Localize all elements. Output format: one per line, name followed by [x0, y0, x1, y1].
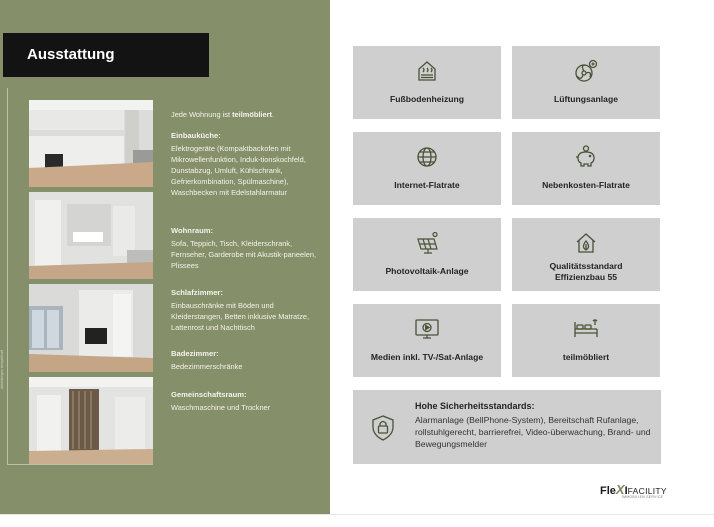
section-common-room: Gemeinschaftsraum: Waschmaschine und Trockner — [171, 390, 271, 412]
feature-ventilation: Lüftungsanlage — [512, 46, 660, 119]
bedroom-photo — [29, 284, 153, 372]
solar-panel-icon — [353, 231, 501, 255]
feature-photovoltaic: Photovoltaik-Anlage — [353, 218, 501, 291]
feature-utilities-flat: Nebenkosten-Flatrate — [512, 132, 660, 205]
photo-column — [7, 88, 153, 465]
kitchen-photo — [29, 100, 153, 187]
common-room-photo — [29, 377, 153, 464]
bottom-divider — [0, 514, 714, 515]
image-note: Abbildungen beispielhaft — [0, 349, 4, 389]
feature-internet: Internet-Flatrate — [353, 132, 501, 205]
feature-media: Medien inkl. TV-/Sat-Anlage — [353, 304, 501, 377]
feature-efficiency-standard: Qualitätsstandard Effizienzbau 55 — [512, 218, 660, 291]
ventilation-icon — [512, 59, 660, 83]
intro-text: Jede Wohnung ist teilmöbliert. — [171, 110, 274, 119]
page-title: Ausstattung — [3, 33, 209, 77]
company-logo: FleXIFACILITY IMMOBILIEN SERVICE — [600, 482, 667, 499]
shield-lock-icon — [370, 414, 396, 446]
feature-floor-heating: Fußbodenheizung — [353, 46, 501, 119]
tv-icon — [353, 317, 501, 341]
piggy-bank-icon — [512, 145, 660, 169]
bed-icon — [512, 317, 660, 341]
feature-partly-furnished: teilmöbliert — [512, 304, 660, 377]
living-room-photo — [29, 192, 153, 279]
globe-icon — [353, 145, 501, 169]
section-kitchen: Einbauküche: Elektrogeräte (Kompaktbackofen mit Mikrowellenfunktion, Induk-tionskochfeld, Dunstabzug, Umluft, Kühlschrank, Gefrierkombination, Spülmaschine), Waschbecken mit Edelstahlarmatur — [171, 131, 306, 197]
feature-security: Hohe Sicherheitsstandards: Alarmanlage (BellPhone-System), Bereitschaft Rufanlage, rollstuhlgerecht, barrierefrei, Video-überwachung, Brand- und Bewegungsmelder — [353, 390, 661, 464]
section-bedroom: Schlafzimmer: Einbauschränke mit Böden und Kleiderstangen, Betten inklusive Matratze, Lattenrost und Nachttisch — [171, 288, 310, 332]
section-living-room: Wohnraum: Sofa, Teppich, Tisch, Kleiderschrank, Fernseher, Garderobe mit Akustik-paneelen, Plissees — [171, 226, 317, 270]
section-bathroom: Badezimmer: Bedezimmerschränke — [171, 349, 243, 371]
eco-house-icon — [512, 231, 660, 255]
floor-heating-icon — [353, 59, 501, 83]
